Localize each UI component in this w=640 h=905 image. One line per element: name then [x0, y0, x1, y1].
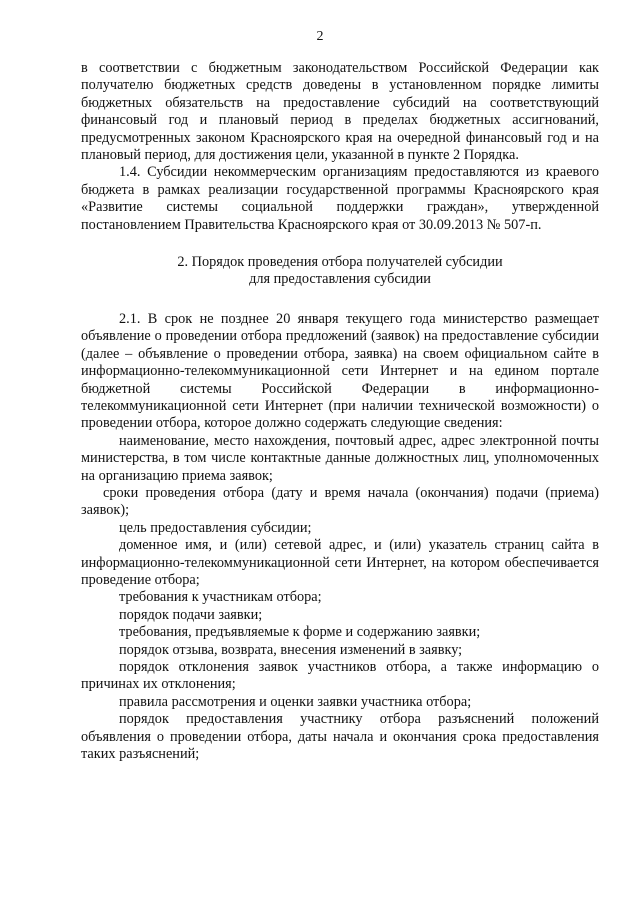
section-heading	[81, 254, 599, 289]
list-item: требования к участникам отбора;	[119, 589, 322, 606]
section-heading-line: 2. Порядок проведения отбора получателей субсидии	[177, 254, 503, 271]
list-item: порядок подачи заявки;	[119, 606, 263, 623]
list-item: порядок предоставления участнику отбора разъяснений положений объявления о проведении отбора, даты начала и окончания срока предоставления таких разъяснений;	[81, 711, 599, 763]
list-item: требования, предъявляемые к форме и содержанию заявки;	[119, 624, 481, 641]
paragraph: в соответствии с бюджетным законодательством Российской Федерации как получателю бюджетных средств доведены в установленном порядке лимиты бюджетных обязательств на предоставление субсидий на соответствующий финансовый год и плановый период в пределах бюджетных ассигнований, предусмотренных законом Красноярского края на очередной финансовый год и на плановый период, для достижения цели, указанной в пункте 2 Порядка.	[81, 60, 599, 164]
section-heading-line: для предоставления субсидии	[249, 271, 431, 288]
list-item: наименование, место нахождения, почтовый адрес, адрес электронной почты министерства, в том числе контактные данные должностных лиц, уполномоченных на организацию приема заявок;	[81, 432, 599, 484]
list-item: порядок отклонения заявок участников отбора, а также информацию о причинах их отклонения;	[81, 659, 599, 693]
list-item: доменное имя, и (или) сетевой адрес, и (или) указатель страниц сайта в информационно-телекоммуникационной сети Интернет, на котором обеспечивается проведение отбора;	[81, 537, 599, 588]
list-item: цель предоставления субсидии;	[119, 519, 312, 536]
list-item: порядок отзыва, возврата, внесения изменений в заявку;	[119, 641, 463, 658]
paragraph: 2.1. В срок не позднее 20 января текущего года министерство размещает объявление о проведении отбора предложений (заявок) на предоставление субсидии (далее – объявление о проведении отбора, заявка) на своем официальном сайте в информационно-телекоммуникационной сети Интернет и на едином портале бюджетной системы Российской Федерации в информационно-телекоммуникационной сети Интернет (при наличии технической возможности) о проведении отбора, которое должно содержать следующие сведения:	[81, 310, 599, 432]
page-number: 2	[316, 29, 324, 44]
paragraph: 1.4. Субсидии некоммерческим организациям предоставляются из краевого бюджета в рамках реализации государственной программы Красноярского края «Развитие системы социальной поддержки граждан», утвержденной постановлением Правительства Красноярского края от 30.09.2013 № 507-п.	[81, 164, 599, 233]
list-item: сроки проведения отбора (дату и время начала (окончания) подачи (приема) заявок);	[81, 484, 599, 519]
list-item: правила рассмотрения и оценки заявки участника отбора;	[119, 693, 472, 710]
document-body	[81, 60, 599, 763]
